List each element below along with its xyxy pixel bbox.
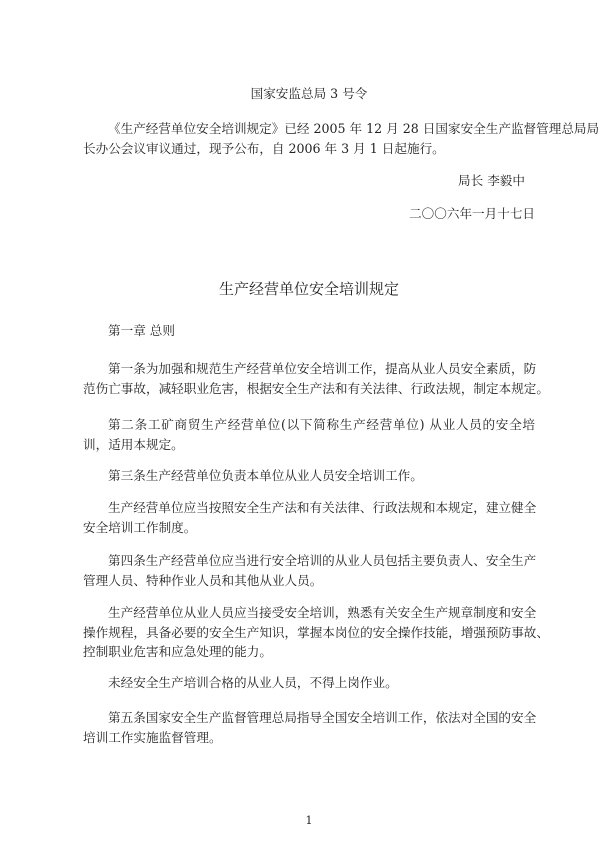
text-line: 第四条生产经营单位应当进行安全培训的从业人员包括主要负责人、安全生产 bbox=[108, 553, 537, 568]
announcement-paragraph bbox=[83, 119, 600, 158]
text-line: 《生产经营单位安全培训规定》已经 2005 年 12 月 28 日国家安全生产监督管理总局局 bbox=[108, 121, 600, 136]
signatory-text: 局长 李毅中 bbox=[458, 173, 525, 188]
order-date: 二〇〇六年一月十七日 bbox=[409, 206, 535, 221]
paragraph bbox=[83, 551, 535, 590]
regulation-title: 生产经营单位安全培训规定 bbox=[218, 280, 399, 298]
paragraph bbox=[83, 673, 535, 693]
text-line: 操作规程，具备必要的安全生产知识，掌握本岗位的安全操作技能，增强预防事故、 bbox=[83, 624, 549, 640]
order-number: 国家安监总局 3 号令 bbox=[250, 86, 368, 101]
paragraph bbox=[83, 466, 535, 486]
text-line: 第三条生产经营单位负责本单位从业人员安全培训工作。 bbox=[108, 468, 423, 483]
text-line: 长办公会议审议通过，现予公布，自 2006 年 3 月 1 日起施行。 bbox=[83, 140, 445, 156]
text-line: 控制职业危害和应急处理的能力。 bbox=[83, 644, 272, 659]
page-number: 1 bbox=[305, 814, 313, 827]
text-line: 生产经营单位从业人员应当接受安全培训，熟悉有关安全生产规章制度和安全 bbox=[108, 605, 537, 620]
text-line: 范伤亡事故，减轻职业危害，根据安全生产法和有关法律、行政法规，制定本规定。 bbox=[83, 380, 549, 396]
text-line: 第二条工矿商贸生产经营单位(以下简称生产经营单位) 从业人员的安全培 bbox=[108, 417, 535, 432]
text-line: 生产经营单位应当按照安全生产法和有关法律、行政法规和本规定，建立健全 bbox=[108, 500, 537, 515]
paragraph bbox=[83, 359, 549, 398]
paragraph bbox=[83, 603, 549, 662]
text-line: 管理人员、特种作业人员和其他从业人员。 bbox=[83, 572, 323, 588]
text-line: 安全培训工作制度。 bbox=[83, 519, 197, 535]
signatory bbox=[83, 171, 525, 191]
chapter-heading: 第一章 总则 bbox=[108, 323, 175, 338]
paragraph bbox=[83, 415, 535, 454]
text-line: 培训工作实施监督管理。 bbox=[83, 729, 222, 745]
text-line: 训，适用本规定。 bbox=[83, 436, 184, 452]
text-line: 第一条为加强和规范生产经营单位安全培训工作，提高从业人员安全素质，防 bbox=[108, 361, 537, 376]
paragraph bbox=[83, 498, 535, 537]
text-line: 第五条国家安全生产监督管理总局指导全国安全培训工作，依法对全国的安全 bbox=[108, 710, 537, 725]
text-line: 未经安全生产培训合格的从业人员，不得上岗作业。 bbox=[108, 675, 398, 690]
paragraph bbox=[83, 708, 535, 747]
